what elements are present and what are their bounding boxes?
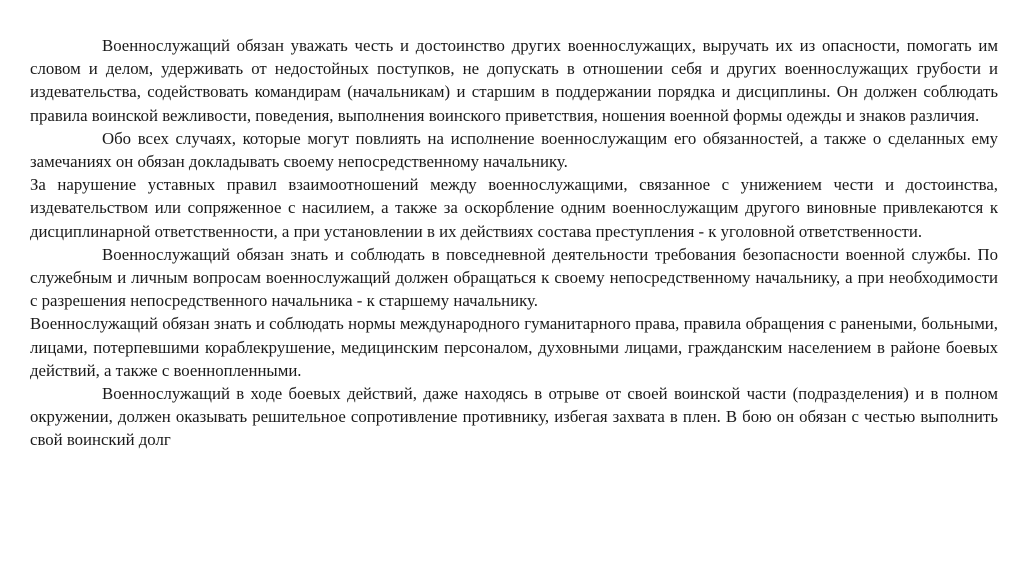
paragraph-6: Военнослужащий в ходе боевых действий, даже находясь в отрыве от своей воинской части (подразделения) и в полном окружении, должен оказывать решительное сопротивление противнику, избегая захвата в плен. В бою он обязан с честью выполнить свой воинский долг [30, 384, 998, 450]
paragraph-5: Военнослужащий обязан знать и соблюдать нормы международного гуманитарного права, правила обращения с ранеными, больными, лицами, потерпевшими кораблекрушение, медицинским персоналом, духовными лицами, гражданским населением в районе боевых действий, а также с военнопленными. [30, 314, 998, 380]
paragraph-4: Военнослужащий обязан знать и соблюдать в повседневной деятельности требования безопасности военной службы. По служебным и личным вопросам военнослужащий должен обращаться к своему непосредственному начальнику, а при необходимости с разрешения непосредственного начальника - к старшему начальнику. [30, 244, 998, 311]
paragraph-3: За нарушение уставных правил взаимоотношений между военнослужащими, связанное с унижением чести и достоинства, издевательством или сопряженное с насилием, а также за оскорбление одним военнослужащим другого виновные привлекаются к дисциплинарной ответственности, а при установлении в их действиях состава преступления - к уголовной ответственности. [30, 175, 998, 241]
paragraph-1: Военнослужащий обязан уважать честь и достоинство других военнослужащих, выручать их из опасности, помогать им словом и делом, удерживать от недостойных поступков, не допускать в отношении себя и других военнослужащих грубости и издевательства, содействовать командирам (начальникам) и старшим в поддержании порядка и дисциплины. Он должен соблюдать правила воинской вежливости, поведения, выполнения воинского приветствия, ношения военной формы одежды и знаков различия. [30, 36, 998, 125]
paragraph-2: Обо всех случаях, которые могут повлиять на исполнение военнослужащим его обязанностей, а также о сделанных ему замечаниях он обязан докладывать своему непосредственному начальнику. [30, 128, 998, 172]
document-body [30, 34, 998, 452]
